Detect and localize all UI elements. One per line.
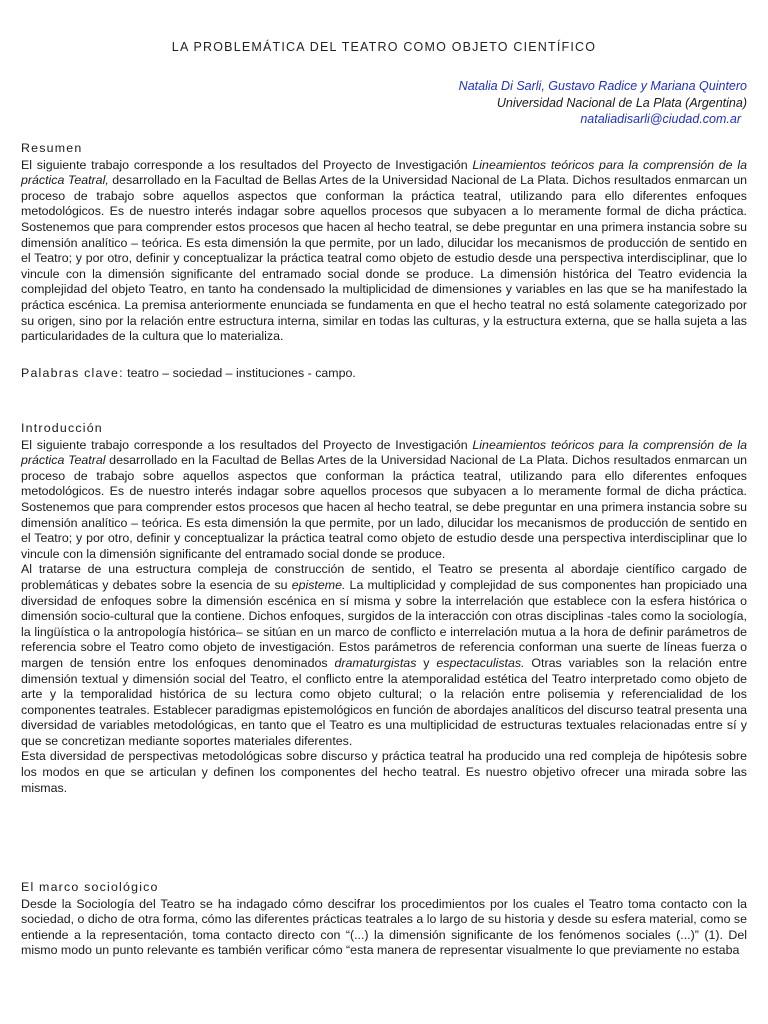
author-names: Natalia Di Sarli, Gustavo Radice y Mariana Quintero bbox=[458, 79, 747, 93]
keywords-label: Palabras clave: bbox=[21, 366, 124, 380]
intro-text: El siguiente trabajo corresponde a los resultados del Proyecto de Investigación bbox=[21, 437, 473, 452]
project-title-italic: Lineamientos teóricos para la comprensión de la práctica Teatral bbox=[21, 437, 747, 468]
intro-text: desarrollado en la Facultad de Bellas Artes de la Universidad Nacional de La Plata. Dichos resultados enmarcan un proceso de trabajo sobre aquellos aspectos que conforman la práctica teatral, utilizando para ello diferentes enfoques metodológicos. Es de nuestro interés indagar sobre aquellos procesos que subyacen a lo meramente formal de dicha práctica. Sostenemos que para comprender estos procesos que hacen al hecho teatral, se debe preguntar en una primera instancia sobre su dimensión analítico – teórica. Es esta dimensión la que permite, por un lado, dilucidar los mecanismos de producción de sentido en el Teatro; y por otro, definir y conceptualizar la práctica teatral como objeto de estudio desde una perspectiva interdisciplinar que lo vincule con la dimensión significante del entramado social donde se produce. bbox=[21, 453, 747, 561]
intro-text: y bbox=[416, 655, 437, 670]
introduction-paragraph bbox=[21, 438, 747, 563]
abstract-heading: Resumen bbox=[21, 141, 83, 155]
term-italic: episteme. bbox=[291, 577, 346, 592]
author-block bbox=[459, 78, 747, 128]
paper-title: LA PROBLEMÁTICA DEL TEATRO COMO OBJETO CIENTÍFICO bbox=[171, 40, 597, 54]
keywords-text: teatro – sociedad – instituciones - campo. bbox=[123, 366, 356, 380]
intro-text: Al tratarse de una estructura compleja de construcción de sentido, el Teatro se presenta al abordaje científico cargado de problemáticas y debates sobre la esencia de su bbox=[21, 562, 747, 592]
introduction-heading: Introducción bbox=[21, 421, 103, 435]
introduction-paragraph: Esta diversidad de perspectivas metodológicas sobre discurso y práctica teatral ha producido una red compleja de hipótesis sobre los modos en que se articulan y definen los componentes del hecho teatral. Es nuestro objetivo ofrecer una mirada sobre las mismas. bbox=[21, 749, 747, 795]
author-email-link[interactable]: nataliadisarli@ciudad.com.ar bbox=[580, 112, 741, 126]
intro-text: La multiplicidad y complejidad de sus componentes han propiciado una diversidad de enfoques sobre la dimensión escénica en sí misma y sobre la interrelación que establece con la esfera histórica o dimensión socio-cultural que la contiene. Dichos enfoques, surgidos de la interacción con otras disciplinas -tales como la sociología, la lingüística o la antropología histórica– se sitúan en un marco de conflicto e interrelación mutua a la hora de definir parámetros de referencia sobre el Teatro como objeto de investigación. Estos parámetros de referencia conforman una suerte de líneas fuerza o margen de tensión entre los enfoques denominados bbox=[21, 577, 747, 670]
abstract-text: El siguiente trabajo corresponde a los resultados del Proyecto de Investigación bbox=[21, 157, 473, 172]
abstract-section bbox=[21, 141, 747, 345]
introduction-section bbox=[21, 421, 747, 796]
abstract-text: desarrollado en la Facultad de Bellas Artes de la Universidad Nacional de La Plata. Dichos resultados enmarcan un proceso de trabajo sobre aquellos aspectos que conforman la práctica teatral, utilizando para ello diferentes enfoques metodológicos. Es de nuestro interés indagar sobre aquellos procesos que subyacen a lo meramente formal de dicha práctica. Sostenemos que para comprender estos procesos que hacen al hecho teatral, se debe preguntar en una primera instancia sobre su dimensión analítico – teórica. Es esta dimensión la que permite, por un lado, dilucidar los mecanismos de producción de sentido en el Teatro; y por otro, definir y conceptualizar la práctica teatral como objeto de estudio desde una perspectiva interdisciplinar, que lo vincule con la dimensión significante del entramado social donde se produce. La dimensión histórica del Teatro evidencia la complejidad del objeto Teatro, en tanto ha condensado la multiplicidad de dimensiones y variables en las que se ha manifestado la práctica escénica. La premisa anteriormente enunciada se fundamenta en que el hecho teatral no está solamente categorizado por su origen, sino por la relación entre estructura interna, similar en todas las culturas, y la estructura externa, que se halla sujeta a las particularidades de la cultura que lo materializa. bbox=[21, 173, 747, 344]
introduction-paragraph bbox=[21, 562, 747, 749]
intro-text: Otras variables son la relación entre dimensión textual y dimensión social del Teatro, el conflicto entre la atemporalidad estética del Teatro interpretado como objeto de arte y la temporalidad histórica de su lectura como objeto cultural; o la relación entre polisemia y referencialidad de los componentes teatrales. Establecer paradigmas epistemológicos en función de abordajes analíticos del discurso teatral presenta una diversidad de variables metodológicas, en tanto que el Teatro es una multiplicidad de estructuras textuales relacionadas entre sí y que se concretizan mediante soportes materiales diferentes. bbox=[21, 655, 747, 748]
abstract-paragraph bbox=[21, 158, 747, 345]
keywords-section bbox=[21, 366, 747, 382]
sociological-framework-paragraph: Desde la Sociología del Teatro se ha indagado cómo descifrar los procedimientos por los cuales el Teatro toma contacto con la sociedad, o dicho de otra forma, cómo las diferentes prácticas teatrales a lo largo de su historia y desde su esfera material, como se entiende a la representación, toma contacto directo con “(...) la dimensión significante de los fenómenos sociales (...)” (1). Del mismo modo un punto relevante es también verificar cómo “esta manera de representar visualmente lo que previamente no estaba bbox=[21, 896, 747, 958]
sociological-framework-section bbox=[21, 880, 747, 959]
sociological-framework-heading: El marco sociológico bbox=[21, 880, 159, 894]
term-italic: dramaturgistas bbox=[334, 655, 417, 670]
author-affiliation: Universidad Nacional de La Plata (Argentina) bbox=[496, 95, 747, 110]
term-italic: espectaculistas. bbox=[436, 655, 525, 670]
project-title-italic: Lineamientos teóricos para la comprensión de la práctica Teatral, bbox=[21, 157, 747, 188]
